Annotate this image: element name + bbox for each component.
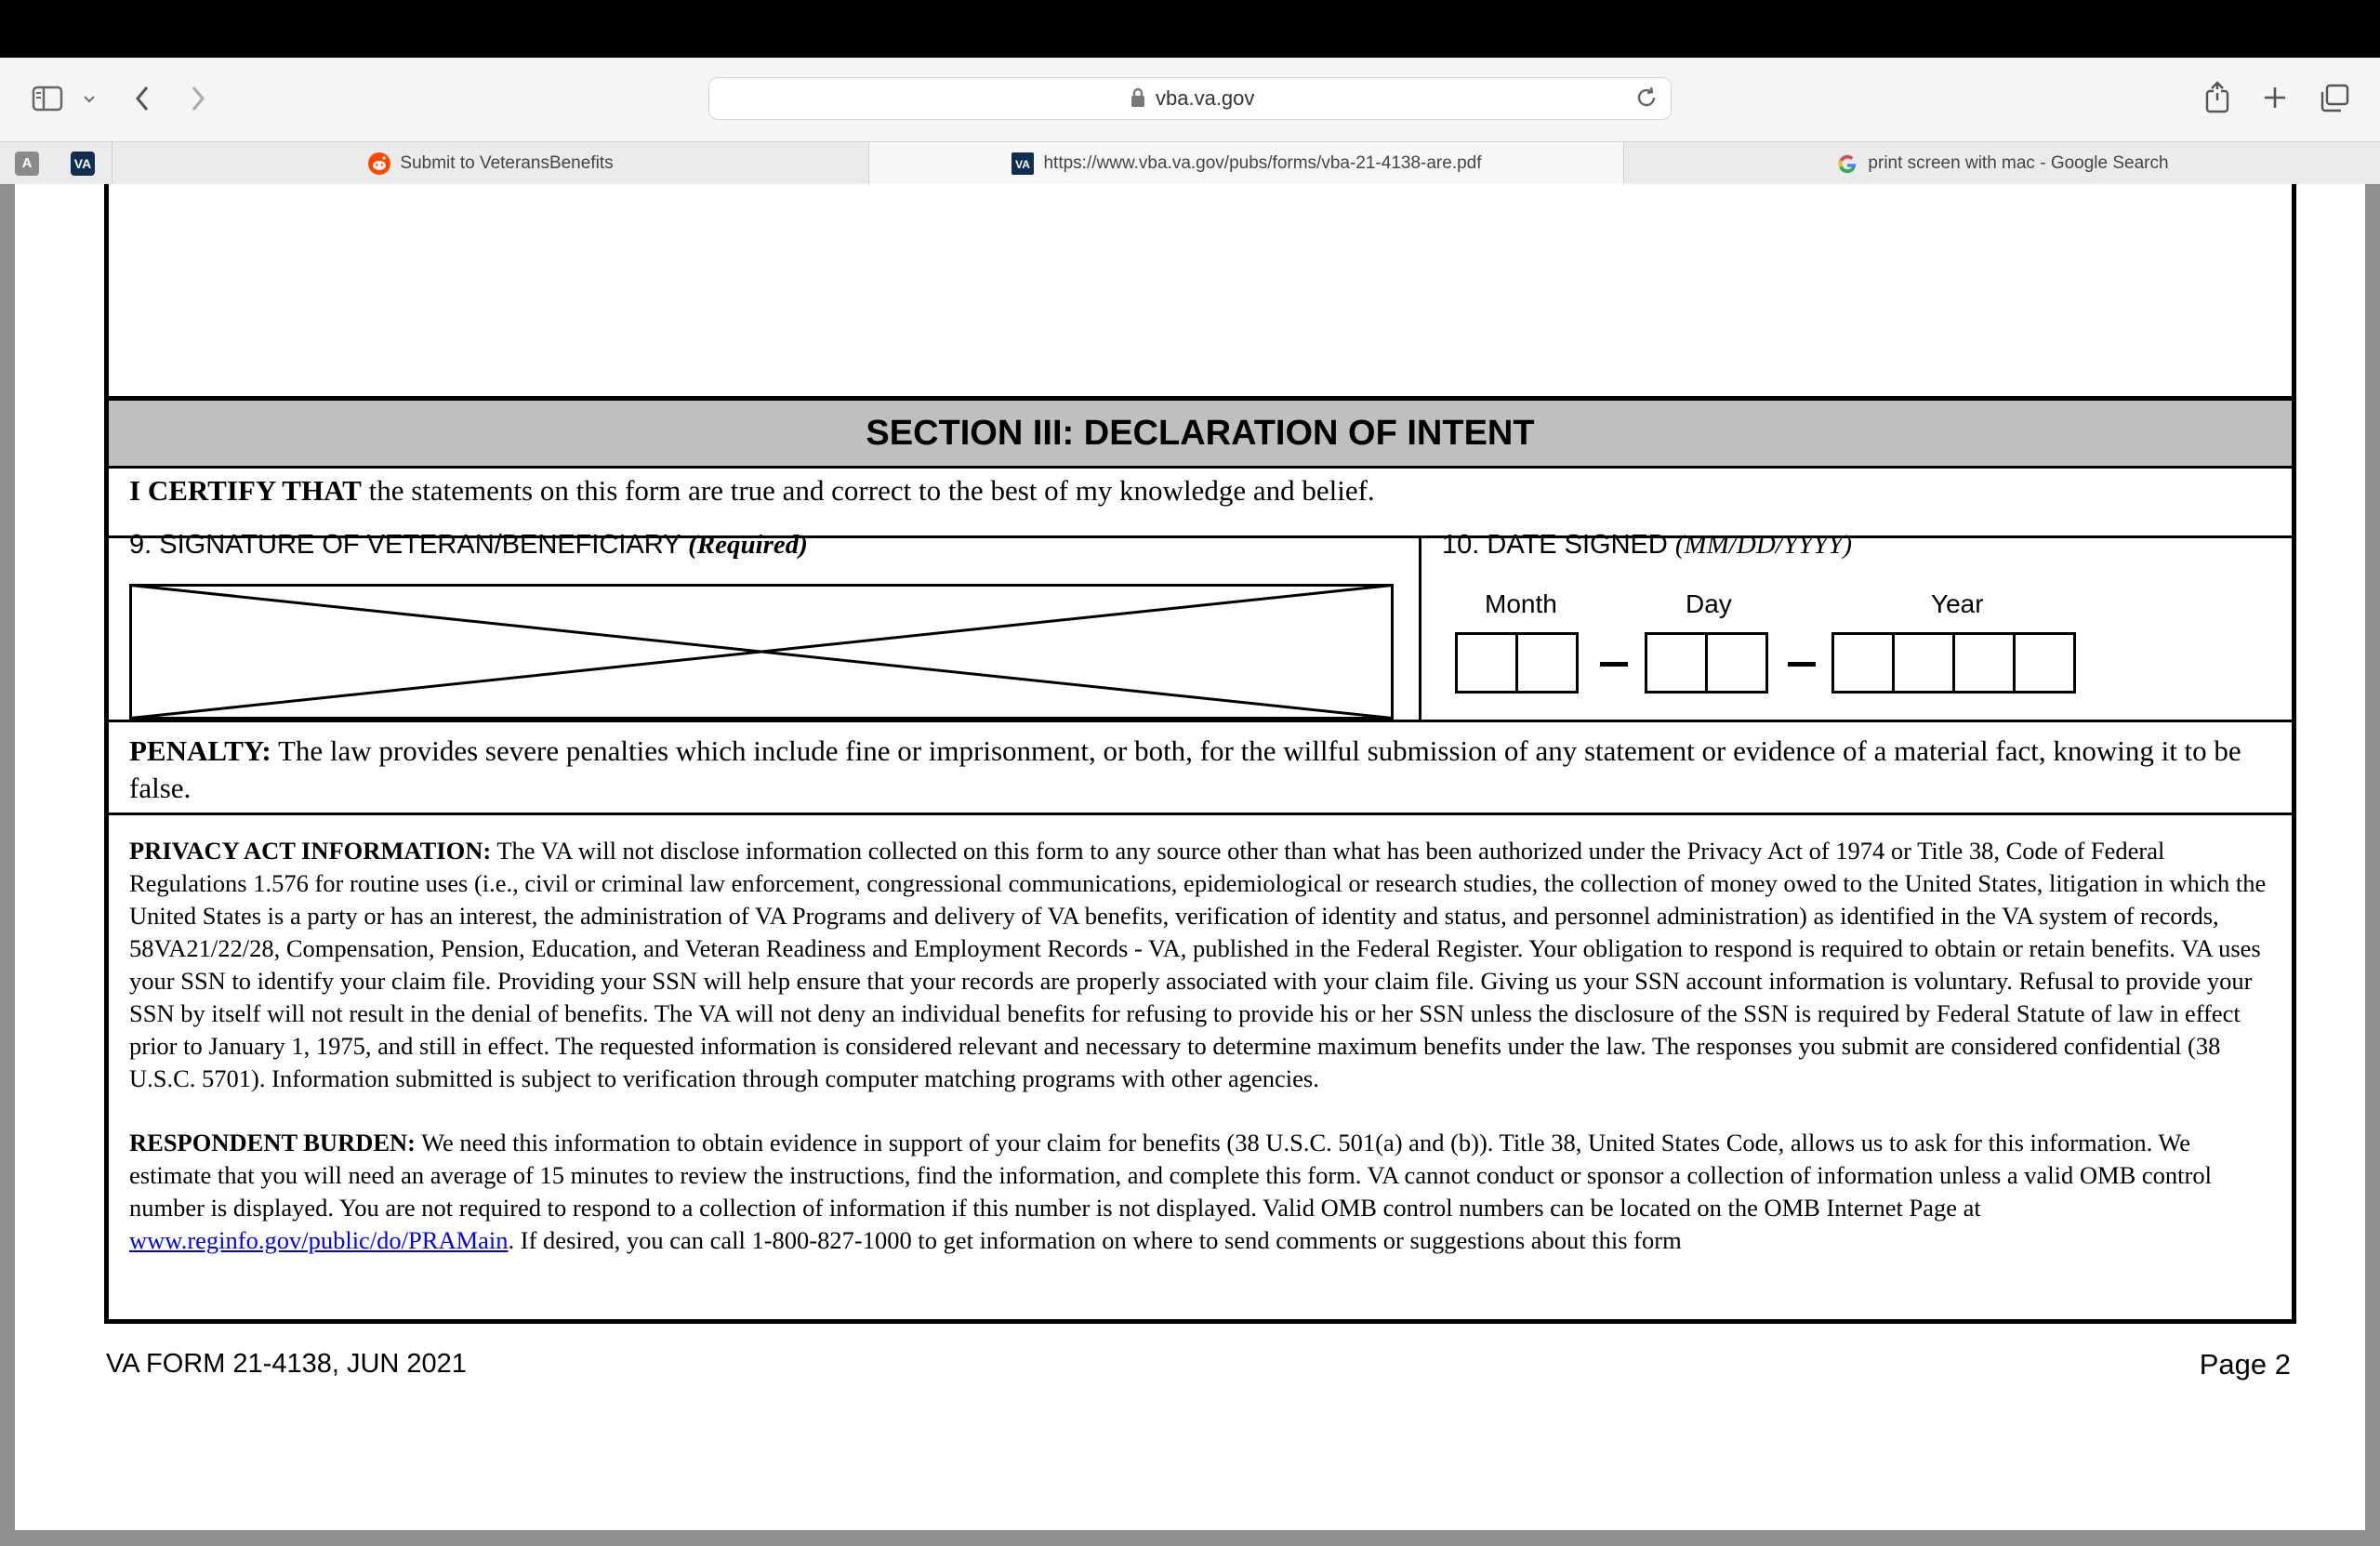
- tab-overview-icon[interactable]: [2319, 84, 2350, 118]
- signature-label: [129, 530, 808, 561]
- tab-label: print screen with mac - Google Search: [1868, 153, 2169, 173]
- reddit-icon: [368, 152, 390, 175]
- share-icon[interactable]: [2203, 80, 2231, 118]
- section-3-header: SECTION III: DECLARATION OF INTENT: [109, 396, 2292, 469]
- menu-bar-blackout: [0, 0, 2380, 58]
- tab-label: https://www.vba.va.gov/pubs/forms/vba-21-4138-are.pdf: [1043, 153, 1482, 173]
- privacy-act-paragraph: [129, 835, 2277, 1095]
- date-format-text: (MM/DD/YYYY): [1674, 530, 1853, 560]
- new-tab-plus-icon[interactable]: [2261, 84, 2289, 116]
- form-number-footer: VA FORM 21-4138, JUN 2021: [106, 1349, 467, 1379]
- pdf-page: [15, 184, 2365, 1530]
- month-digit-2[interactable]: [1515, 632, 1579, 694]
- chevron-down-icon[interactable]: [82, 93, 97, 110]
- certify-statement: [129, 474, 1375, 508]
- penalty-bold: PENALTY:: [129, 734, 271, 767]
- tab-bar: [0, 141, 2380, 186]
- day-label: Day: [1686, 589, 1732, 618]
- year-digit-3[interactable]: [1952, 632, 2016, 694]
- reload-icon[interactable]: [1633, 85, 1659, 115]
- certify-text: the statements on this form are true and correct to the best of my knowledge and belief.: [361, 474, 1375, 507]
- svg-text:VA: VA: [1015, 158, 1031, 171]
- date-dash: [1788, 662, 1816, 667]
- browser-toolbar: [0, 58, 2380, 141]
- tab-va-form-pdf[interactable]: [868, 142, 1624, 185]
- divider: [109, 813, 2292, 815]
- divider-vertical: [1419, 535, 1421, 720]
- year-digit-2[interactable]: [1892, 632, 1955, 694]
- forward-arrow-icon[interactable]: [188, 84, 208, 118]
- tab-label: Submit to VeteransBenefits: [400, 153, 614, 173]
- url-host-text: vba.va.gov: [1156, 86, 1255, 110]
- certify-bold: I CERTIFY THAT: [129, 474, 362, 507]
- tab-google-search[interactable]: [1623, 142, 2380, 185]
- day-digit-2[interactable]: [1705, 632, 1768, 694]
- privacy-section: [129, 835, 2277, 1257]
- privacy-bold: PRIVACY ACT INFORMATION:: [129, 837, 492, 865]
- tab-veteransbenefits[interactable]: [112, 142, 869, 185]
- required-text: (Required): [688, 530, 808, 560]
- page-number-footer: Page 2: [2199, 1348, 2291, 1381]
- burden-bold: RESPONDENT BURDEN:: [129, 1129, 416, 1156]
- va-icon: [1012, 152, 1034, 175]
- burden-text: We need this information to obtain evidence in support of your claim for benefits (38 U.S.C. 501(a) and (b)). Title 38, United States Code, allows us to ask for this information. We estimate that you will need an average of 15 minutes to review the instructions, find the information, and complete this form. VA cannot conduct or sponsor a collection of information unless a valid OMB control number is displayed. You are not required to respond to a collection of information if this number is not displayed. Valid OMB control numbers can be located on the OMB Internet Page at: [129, 1129, 2212, 1222]
- address-bar[interactable]: [708, 77, 1672, 120]
- reginfo-link[interactable]: www.reginfo.gov/public/do/PRAMain: [129, 1226, 509, 1254]
- date-signed-label-text: 10. DATE SIGNED: [1442, 530, 1675, 560]
- back-arrow-icon[interactable]: [132, 84, 152, 118]
- lock-icon: [1130, 86, 1146, 113]
- year-digit-1[interactable]: [1831, 632, 1895, 694]
- signature-label-text: 9. SIGNATURE OF VETERAN/BENEFICIARY: [129, 530, 689, 560]
- signature-field[interactable]: [129, 584, 1394, 720]
- date-signed-label: [1442, 530, 1852, 561]
- google-icon: [1836, 152, 1858, 175]
- respondent-burden-paragraph: [129, 1127, 2277, 1257]
- year-label: Year: [1931, 589, 1984, 618]
- year-digit-4[interactable]: [2013, 632, 2076, 694]
- form-frame: [104, 184, 2296, 1324]
- privacy-text: The VA will not disclose information collected on this form to any source other than what has been authorized under the Privacy Act of 1974 or Title 38, Code of Federal Regulations 1.576 for routine uses (i.e., civil or criminal law enforcement, congressional communications, epidemiological or research studies, the collection of money owed to the United States, litigation in which the United States is a party or has an interest, the administration of VA Programs and delivery of VA benefits, verification of identity and status, and personnel administration) as identified in the VA system of records, 58VA21/22/28, Compensation, Pension, Education, and Veteran Readiness and Employment Records - VA, published in the Federal Register. Your obligation to respond is required to obtain or retain benefits. VA uses your SSN to identify your claim file. Providing your SSN will help ensure that your records are properly associated with your claim file. Giving us your SSN account information is voluntary. Refusal to provide your SSN by itself will not result in the denial of benefits. The VA will not deny an individual benefits for refusing to provide his or her SSN unless the disclosure of the SSN is required by Federal Statute of law in effect prior to January 1, 1975, and still in effect. The requested information is considered relevant and necessary to determine maximum benefits under the law. The responses you submit are considered confidential (38 U.S.C. 5701). Information submitted is subject to verification through computer matching programs with other agencies.: [129, 837, 2267, 1092]
- divider: [109, 720, 2292, 722]
- pdf-viewer[interactable]: [0, 184, 2380, 1546]
- penalty-statement: [129, 733, 2268, 807]
- sidebar-toggle-icon[interactable]: [32, 86, 63, 116]
- month-label: Month: [1485, 589, 1557, 618]
- month-digit-1[interactable]: [1455, 632, 1518, 694]
- penalty-text: The law provides severe penalties which include fine or imprisonment, or both, for the willful submission of any statement or evidence of a material fact, knowing it to be false.: [129, 734, 2241, 804]
- day-digit-1[interactable]: [1645, 632, 1708, 694]
- burden-tail-text: . If desired, you can call 1-800-827-1000 to get information on where to send comments or suggestions about this form: [508, 1226, 1682, 1254]
- pinned-tab-a[interactable]: A: [15, 152, 39, 176]
- date-dash: [1600, 662, 1628, 667]
- pinned-tab-va[interactable]: VA: [71, 152, 95, 176]
